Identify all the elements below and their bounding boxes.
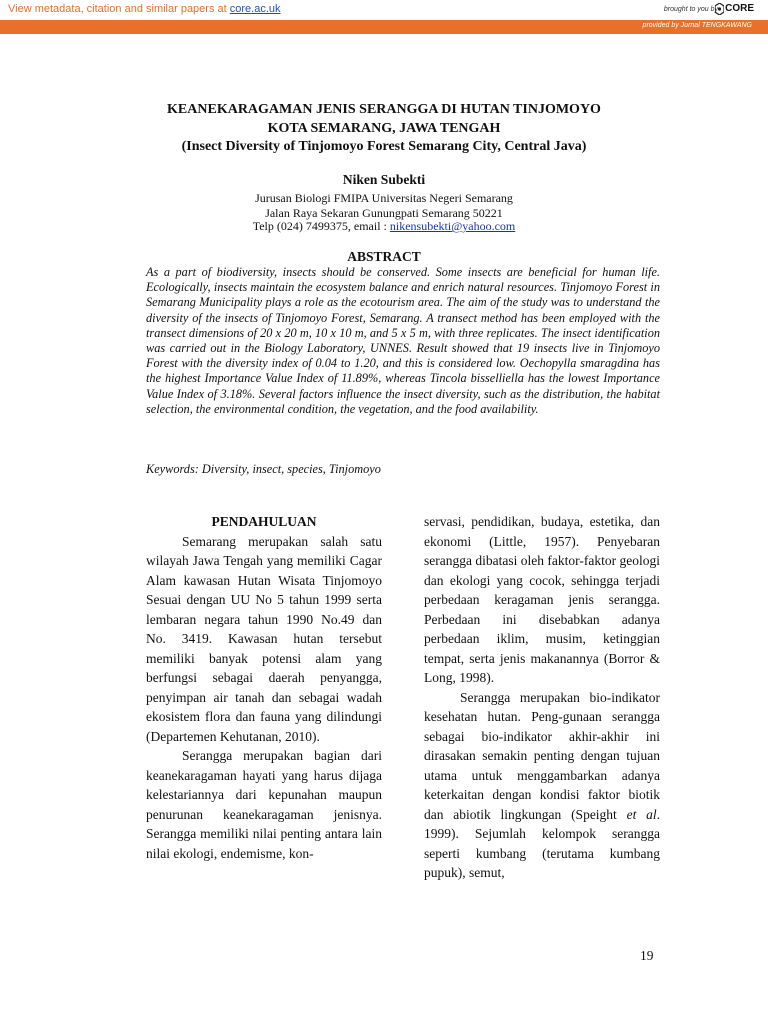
email-link[interactable]: nikensubekti@yahoo.com	[389, 219, 516, 233]
body-column-left	[146, 512, 382, 863]
paragraph-text: . 1999). Sejumlah kelompok serangga seperti kumbang (terutama kumbang pupuk), semut,	[424, 806, 660, 880]
page-number: 19	[640, 948, 654, 963]
paragraph: Semarang merupakan salah satu wilayah Jawa Tengah yang memiliki Cagar Alam kawasan Hutan Wisata Tinjomoyo Sesuai dengan UU No 5 tahun 1999 serta lembaran negara tahun 1990 No.49 dan No. 3419. Kawasan hutan tersebut memiliki banyak potensi alam yang berfungsi sebagai daerah penyangga, penyimpan air tanah dan sebagai wadah ekosistem flora dan fauna yang dilindungi (Departemen Kehutanan, 2010).	[146, 533, 382, 744]
body-column-right	[424, 512, 660, 883]
citation-et-al: et al	[626, 806, 657, 822]
section-heading: PENDAHULUAN	[211, 514, 317, 529]
core-brand[interactable]: CORE	[725, 3, 754, 14]
affiliation-line-1: Jurusan Biologi FMIPA Universitas Negeri Semarang	[255, 191, 513, 205]
author-name: Niken Subekti	[342, 172, 426, 187]
paragraph	[424, 688, 660, 883]
contact-prefix: Telp (024) 7499375, email :	[252, 219, 390, 233]
provider-bar	[0, 20, 768, 34]
title-line-2: KOTA SEMARANG, JAWA TENGAH	[267, 121, 501, 136]
abstract-text: As a part of biodiversity, insects should be conserved. Some insects are beneficial for human life. Ecologically, insects maintain the ecosystem balance and enrich natural resources. Tinjomoyo Forest in Semarang Municipality plays a role as the ecotourism area. The aim of the study was to understand the diversity of the insects of Tinjomoyo Forest, Semarang. A transect method has been employed with the transect dimensions of 20 x 20 m, 10 x 10 m, and 5 x 5 m, with three replicates. The insect identification was carried out in the Biology Laboratory, UNNES. Result showed that 19 insects live in Tinjomoyo Forest with the diversity index of 0.04 to 1.20, and this is considered low. Oechopylla smaragdina has the highest Importance Value Index of 11.89%, whereas Tincola bisselliella has the lowest Importance Value Index of 3.18%. Several factors influence the insect diversity, such as the distribution, the habitat selection, the environmental condition, the vegetation, and the food availability.	[146, 265, 660, 416]
title-english: (Insect Diversity of Tinjomoyo Forest Semarang City, Central Java)	[181, 139, 587, 154]
keywords: Keywords: Diversity, insect, species, Tinjomoyo	[146, 462, 381, 476]
contact-line	[80, 219, 688, 234]
brought-to-you-label: brought to you by	[663, 6, 718, 13]
paragraph: servasi, pendidikan, budaya, estetika, dan ekonomi (Little, 1957). Penyebaran serangga dibatasi oleh faktor-faktor geologi dan ekologi yang cocok, sehingga terjadi perbedaan keragaman jenis serangga. Perbedaan ini disebabkan adanya perbedaan iklim, musim, ketinggian tempat, serta jenis makanannya (Borror & Long, 1998).	[424, 514, 660, 685]
provided-by-label[interactable]: provided by Jurnal TENGKAWANG	[642, 22, 752, 29]
core-banner	[0, 0, 768, 21]
paragraph-text: Serangga merupakan bio-indikator kesehatan hutan. Peng-gunaan serangga sebagai bio-indikator akhir-akhir ini dirasakan semakin penting dengan tujuan utama untuk menggambarkan adanya keterkaitan dengan kondisi faktor biotik dan abiotik lingkungan (Speight	[424, 689, 660, 822]
metadata-prefix: View metadata, citation and similar papers at	[8, 3, 230, 15]
paragraph: Serangga merupakan bagian dari keanekaragaman hayati yang harus dijaga kelestariannya dari kepunahan maupun penurunan keanekaragaman jenisnya. Serangga memiliki nilai penting antara lain nilai ekologi, endemisme, kon-	[146, 748, 382, 861]
abstract-heading: ABSTRACT	[347, 249, 421, 264]
core-link[interactable]: core.ac.uk	[229, 3, 281, 15]
metadata-notice	[8, 3, 281, 15]
core-logo-icon	[715, 3, 724, 15]
title-line-1: KEANEKARAGAMAN JENIS SERANGGA DI HUTAN TINJOMOYO	[167, 102, 601, 117]
affiliation-line-2: Jalan Raya Sekaran Gunungpati Semarang 50221	[265, 206, 503, 220]
